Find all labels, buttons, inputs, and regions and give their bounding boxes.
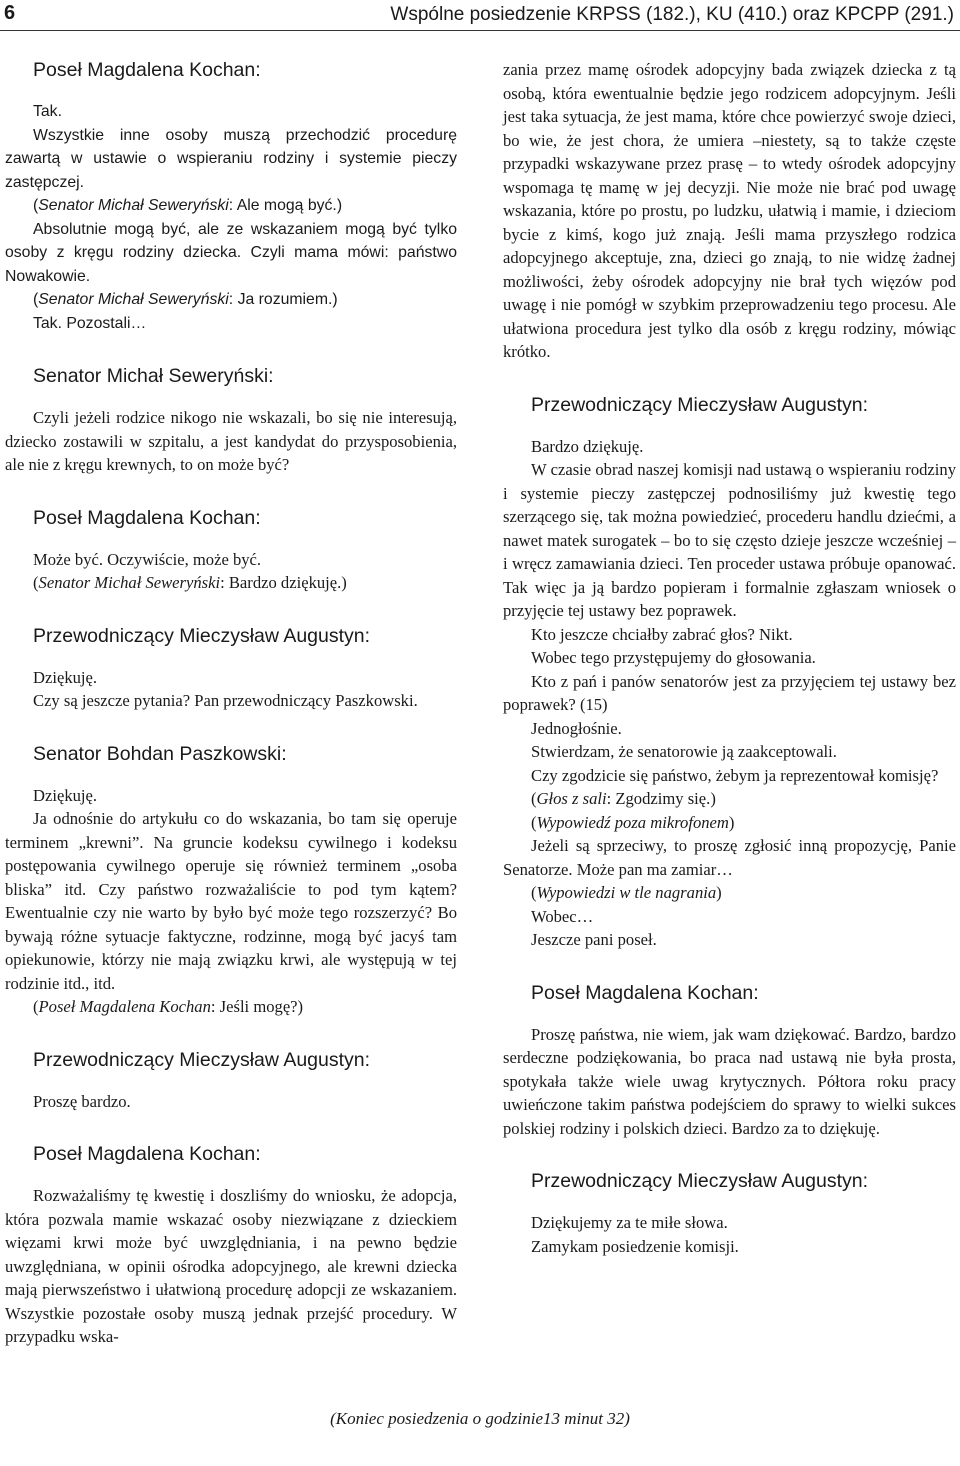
speaker-heading: Przewodniczący Mieczysław Augustyn: [531, 393, 869, 416]
paragraph: Tak. [33, 103, 62, 120]
paragraph: Dziękuję. [33, 667, 98, 687]
paragraph: Rozważaliśmy tę kwestię i doszliśmy do wniosku, że adopcja, która pozwala mamie wskazać osoby niezwiązane z dzieckiem więzami krwi może być uwzględniania, i na pewno będzie uwzględniana, w opinii ośrodka adopcyjnego, ale krewni dziecka mają pierwszeństwo i ułatwioną procedurę adopcji ze wskazaniem. Wszystkie pozostałe osoby muszą jednak przejść procedury. W przypadku wska- [5, 1186, 457, 1346]
paragraph: Dziękujemy za te miłe słowa. [531, 1213, 728, 1232]
paragraph: Stwierdzam, że senatorowie ją zaakceptowali. [531, 742, 837, 761]
paragraph: Tak. Pozostali… [33, 314, 147, 332]
interjection: (Wypowiedź poza mikrofonem) [531, 812, 735, 832]
speaker-heading: Poseł Magdalena Kochan: [33, 59, 261, 81]
interjection: (Wypowiedzi w tle nagrania) [531, 883, 722, 902]
interjection-speaker: Poseł Magdalena Kochan [38, 997, 211, 1016]
paragraph: Proszę bardzo. [33, 1091, 131, 1111]
paragraph: Bardzo dziękuję. [531, 436, 644, 456]
speaker-heading: Przewodniczący Mieczysław Augustyn: [33, 1048, 371, 1071]
paragraph: Dziękuję. [33, 785, 98, 805]
interjection-speaker: Głos z sali [536, 789, 607, 808]
paragraph: Ja odnośnie do artykułu co do wskazania, bo tam się operuje terminem „krewni”. Na gruncie kodeksu cywilnego i kodeksu postępowania cywilnego operuje się również terminem „osoba bliska” itd. Czy państwo rozważaliście to pod tym kątem? Ewentualnie czy nie warto by było być może tego rozszerzyć? Bo bywają różne sytuacje faktyczne, rodzinne, mogą być jacyś tam opiekunowie, którzy nie mają związku krwi, ale występują w tej rodzinie itd., itd. [5, 809, 457, 993]
paragraph: Absolutnie mogą być, ale ze wskazaniem mogą być tylko osoby z kręgu rodziny dziecka. Czyli mama mówi: państwo Nowakowie. [5, 220, 457, 285]
paragraph: Jeszcze pani poseł. [531, 930, 657, 949]
paragraph: Proszę państwa, nie wiem, jak wam dziękować. Bardzo, bardzo serdeczne podziękowania, bo praca nad ustawą nie była prosta, spotykała także wiele uwag krytycznych. Półtora roku pracy uwieńczone takim państwa podejściem do sprawy to wielki sukces polskiej rodziny i polskich dzieci. Bardzo za to dziękuję. [503, 1024, 956, 1138]
paragraph: zania przez mamę ośrodek adopcyjny bada związek dziecka z tą osobą, która ewentualnie będzie jego rodzicem adopcyjnym. Jeśli jest taka sytuacja, że jest mama, które chce powierzyć swoje dzieci, bo wie, że jest chora, że umiera –niestety, są to także częste przypadki wskazywane przez prasę – to wtedy ośrodek adopcyjny wspomaga tę mamę w jej decyzji. Nie może nie brać pod uwagę wskazania, które po prostu, po ludzku, ułatwią i mamie, i dzieciom bycie z kimś, kogo już znają. Jeśli mama przyszłego rodzica adopcyjnego akceptuje, zna, dzieci go znają, to nie widzę żadnej możliwości, żeby ośrodek adopcyjny nie brał tych więzów pod uwagę i nie pomógł w szybkim przeprowadzeniu tego procesu. Ale ułatwiona procedura jest tylko dla osób z kręgu rodziny, mówiąc krótko. [503, 60, 956, 361]
interjection-text: : Jeśli mogę? [210, 997, 298, 1016]
paragraph: Wobec… [531, 906, 594, 926]
interjection-speaker: Senator Michał Seweryński [38, 291, 229, 308]
interjection: (Senator Michał Seweryński: Ale mogą być.) [33, 197, 343, 214]
interjection: (Głos z sali: Zgodzimy się.) [531, 789, 716, 808]
speaker-heading: Poseł Magdalena Kochan: [33, 506, 261, 529]
speaker-heading: Senator Michał Seweryński: [33, 365, 274, 387]
paragraph: Może być. Oczywiście, może być. [33, 549, 262, 569]
interjection: (Senator Michał Seweryński: Bardzo dziękuję.) [33, 573, 347, 592]
interjection-note: Wypowiedź poza mikrofonem [536, 812, 729, 832]
paragraph: Wszystkie inne osoby muszą przechodzić procedurę zawartą w ustawie o wspieraniu rodziny i systemie pieczy zastępczej. [5, 126, 457, 191]
paragraph: Jednogłośnie. [531, 718, 622, 738]
interjection-text: : Ale mogą być. [228, 197, 337, 214]
interjection-speaker: Senator Michał Seweryński [38, 573, 221, 592]
running-title: Wspólne posiedzenie KRPSS (182.), KU (410.) oraz KPCPP (291.) [390, 4, 954, 25]
page-number: 6 [4, 2, 16, 24]
page-header [0, 0, 960, 32]
paragraph: Czy są jeszcze pytania? Pan przewodniczący Paszkowski. [33, 691, 418, 710]
paragraph: W czasie obrad naszej komisji nad ustawą o wspieraniu rodziny i systemie pieczy zastępczej podnosiliśmy już kwestię tego szerzącego się, tak można powiedzieć, procederu handlu dziećmi, a nawet matek surogatek – bo to się często dzieje jeszcze wcześniej – i wręcz zamawiania dzieci. Ten proceder ustawa próbuje opanować. Tak więc ja ją bardzo popieram i formalnie zgłaszam wniosek o przyjęcie tej ustawy bez poprawek. [503, 460, 956, 620]
left-column [5, 58, 457, 1349]
paragraph: Wobec tego przystępujemy do głosowania. [531, 648, 816, 667]
speaker-heading: Przewodniczący Mieczysław Augustyn: [531, 1170, 869, 1192]
closing-note: (Koniec posiedzenia o godzinie13 minut 32) [330, 1409, 630, 1428]
paragraph: Zamykam posiedzenie komisji. [531, 1236, 739, 1256]
paragraph: Jeżeli są sprzeciwy, to proszę zgłosić inną propozycję, Panie Senatorze. Może pan ma zamiar… [503, 836, 956, 879]
paragraph: Kto z pań i panów senatorów jest za przyjęciem tej ustawy bez poprawek? (15) [503, 671, 956, 714]
paragraph: Czy zgodzicie się państwo, żebym ja reprezentował komisję? [531, 765, 939, 785]
interjection-text: : Bardzo dziękuję. [220, 573, 342, 592]
speaker-heading: Senator Bohdan Paszkowski: [33, 742, 287, 765]
speaker-heading: Poseł Magdalena Kochan: [531, 981, 759, 1004]
right-column [503, 58, 956, 1258]
interjection-speaker: Senator Michał Seweryński [38, 197, 229, 214]
paragraph: Czyli jeżeli rodzice nikogo nie wskazali, bo się nie interesują, dziecko zostawili w szpitalu, a jest kandydat do przysposobienia, ale nie z kręgu krewnych, to on może być? [5, 408, 457, 474]
interjection-text: : Zgodzimy się. [606, 789, 711, 808]
interjection: (Senator Michał Seweryński: Ja rozumiem.) [33, 291, 338, 308]
interjection-note: Wypowiedzi w tle nagrania [536, 883, 717, 902]
paragraph: Kto jeszcze chciałby zabrać głos? Nikt. [531, 624, 793, 644]
interjection: (Poseł Magdalena Kochan: Jeśli mogę?) [33, 997, 304, 1016]
header-rule [0, 30, 960, 31]
speaker-heading: Poseł Magdalena Kochan: [33, 1143, 261, 1165]
interjection-text: : Ja rozumiem. [228, 291, 333, 308]
speaker-heading: Przewodniczący Mieczysław Augustyn: [33, 624, 371, 647]
